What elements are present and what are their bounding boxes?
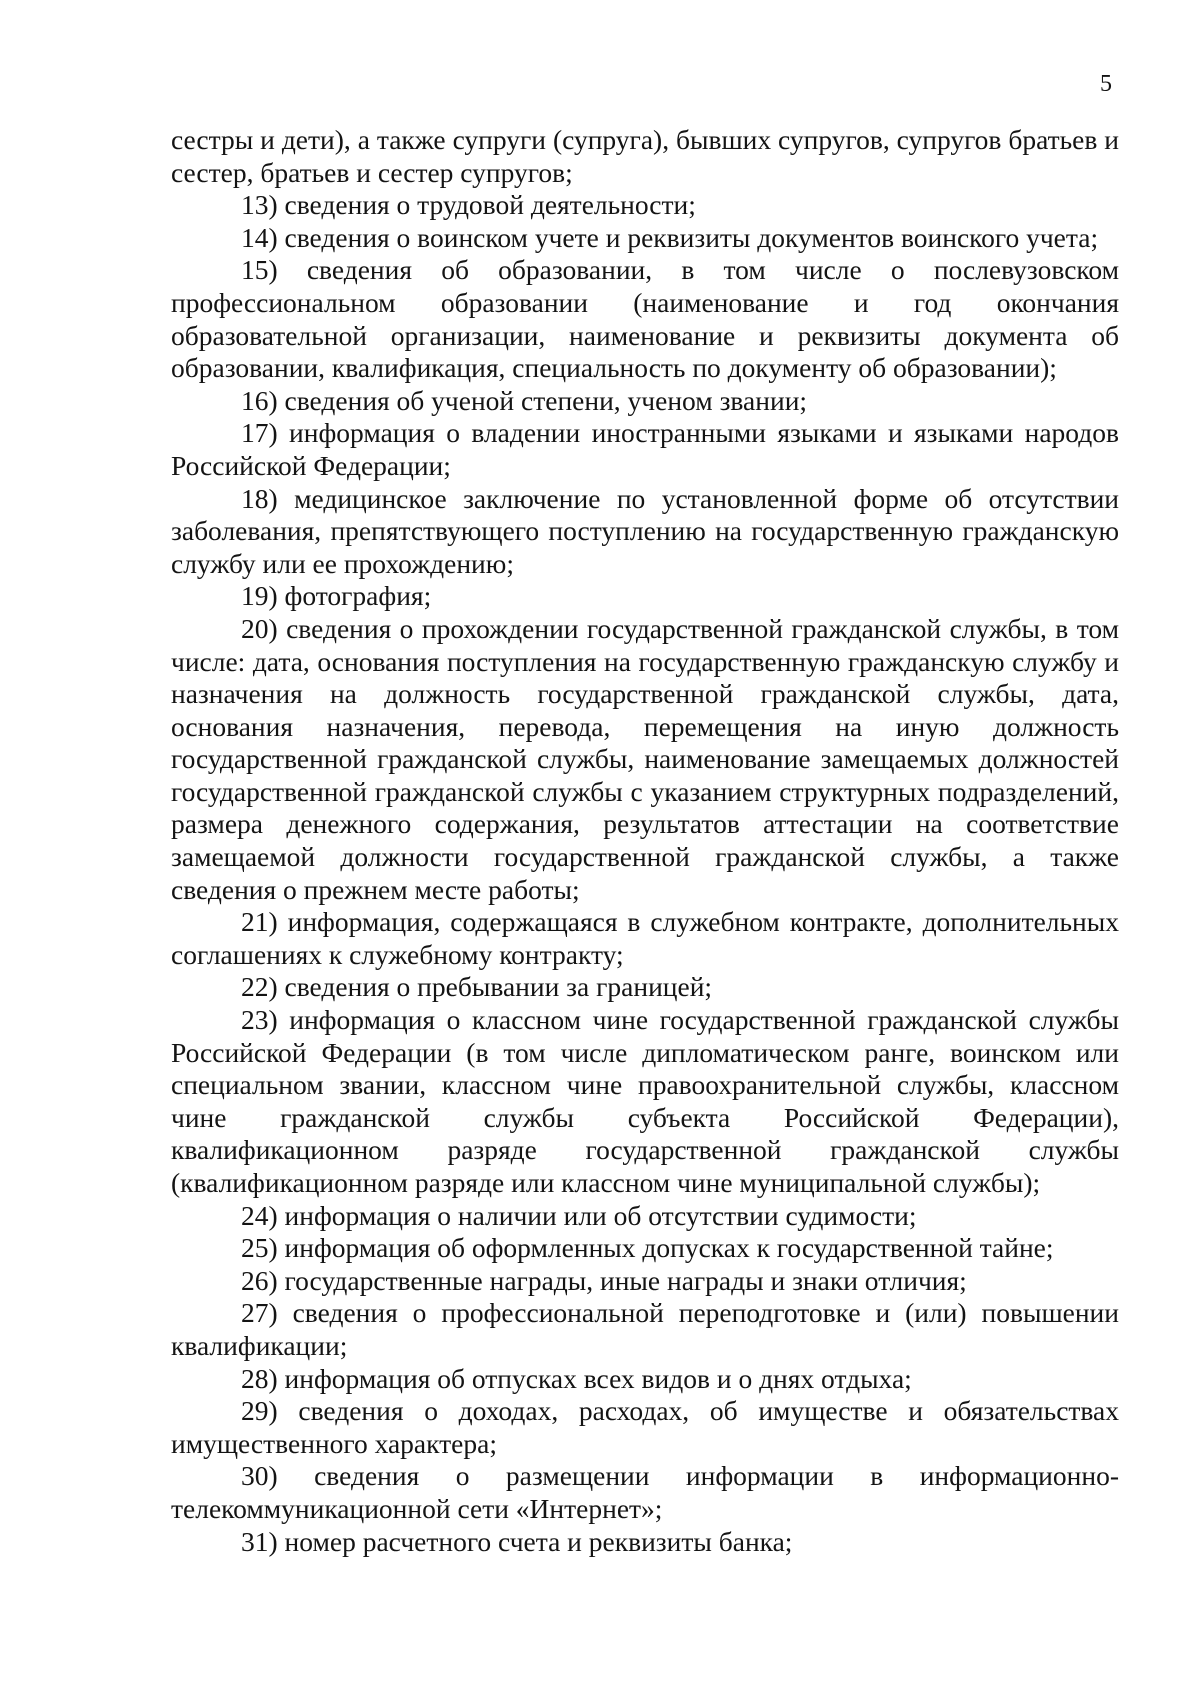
paragraph-continuation: сестры и дети), а также супруги (супруга), бывших супругов, супругов братьев и сестер, братьев и сестер супругов; [171, 124, 1119, 188]
list-item-27: 27) сведения о профессиональной переподготовке и (или) повышении квалификации; [171, 1297, 1119, 1361]
list-item-30: 30) сведения о размещении информации в информационно-телекоммуникационной сети «Интернет»; [171, 1460, 1119, 1524]
list-item-15: 15) сведения об образовании, в том числе о послевузовском профессиональном образовании (наименование и год окончания образовательной организации, наименование и реквизиты документа об образовании, квалификация, специальность по документу об образовании); [171, 254, 1119, 384]
list-item-29: 29) сведения о доходах, расходах, об имуществе и обязательствах имущественного характера; [171, 1395, 1119, 1459]
list-item-26: 26) государственные награды, иные награды и знаки отличия; [241, 1264, 967, 1296]
list-item-22: 22) сведения о пребывании за границей; [241, 971, 713, 1003]
list-item-23: 23) информация о классном чине государственной гражданской службы Российской Федерации (в том числе дипломатическом ранге, воинском или специальном звании, классном чине правоохранительной службы, классном чине гражданской службы субъекта Российской Федерации), квалификационном разряде государственной гражданской службы (квалификационном разряде или классном чине муниципальной службы); [171, 1004, 1119, 1198]
list-item-17: 17) информация о владении иностранными языками и языками народов Российской Федерации; [171, 417, 1119, 481]
list-item-16: 16) сведения об ученой степени, ученом звании; [241, 384, 808, 416]
list-item-19: 19) фотография; [241, 580, 432, 612]
page-number: 5 [1100, 71, 1112, 97]
document-body [171, 124, 1119, 1558]
list-item-21: 21) информация, содержащаяся в служебном контракте, дополнительных соглашениях к служебному контракту; [171, 906, 1119, 970]
list-item-31: 31) номер расчетного счета и реквизиты банка; [241, 1525, 793, 1557]
list-item-14: 14) сведения о воинском учете и реквизиты документов воинского учета; [241, 221, 1099, 253]
list-item-20: 20) сведения о прохождении государственной гражданской службы, в том числе: дата, основания поступления на государственную гражданскую службу и назначения на должность государственной гражданской службы, дата, основания назначения, перевода, перемещения на иную должность государственной гражданской службы, наименование замещаемых должностей государственной гражданской службы с указанием структурных подразделений, размера денежного содержания, результатов аттестации на соответствие замещаемой должности государственной гражданской службы, а также сведения о прежнем месте работы; [171, 612, 1119, 905]
list-item-25: 25) информация об оформленных допусках к государственной тайне; [241, 1232, 1054, 1264]
list-item-13: 13) сведения о трудовой деятельности; [241, 189, 696, 221]
list-item-24: 24) информация о наличии или об отсутствии судимости; [241, 1199, 917, 1231]
list-item-18: 18) медицинское заключение по установленной форме об отсутствии заболевания, препятствующего поступлению на государственную гражданскую службу или ее прохождению; [171, 482, 1119, 579]
list-item-28: 28) информация об отпусках всех видов и о днях отдыха; [241, 1362, 912, 1394]
